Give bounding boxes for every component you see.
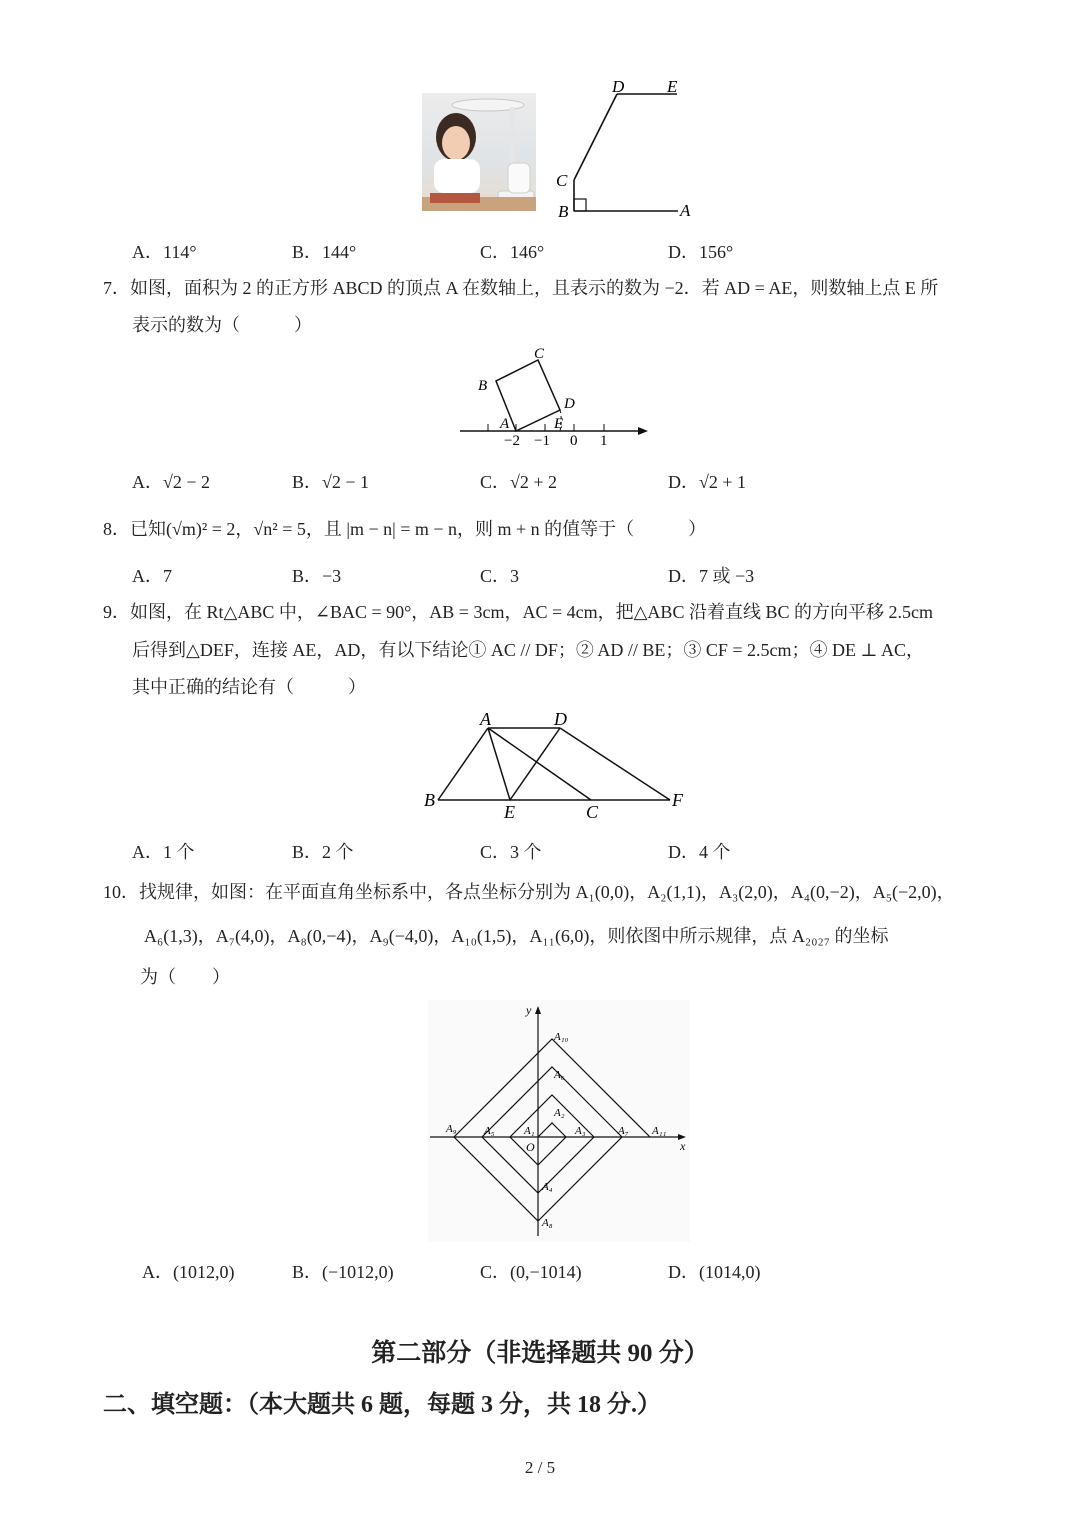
q9-option-b[interactable]: B．2 个 (292, 842, 354, 862)
q6-option-b[interactable]: B．144° (292, 242, 357, 262)
q10-label-a6: A₆ (554, 1069, 565, 1081)
q9-label-D: D (554, 709, 567, 729)
q9-option-c[interactable]: C．3 个 (480, 842, 542, 862)
q9-translation-figure (424, 708, 688, 824)
q10-stem-line3: 为（ ） (140, 967, 230, 987)
q10-option-d[interactable]: D．(1014,0) (668, 1262, 761, 1282)
q10-label-a5: A₅ (484, 1125, 495, 1137)
q9-label-C: C (586, 802, 599, 822)
q10-label-a4: A₄ (542, 1181, 553, 1193)
q7-option-d[interactable]: D．√2 + 1 (668, 472, 747, 492)
q7-number-line-figure (458, 344, 653, 454)
q10-axis-x-label: x (680, 1139, 686, 1153)
part2-title: 第二部分（非选择题共 90 分） (371, 1340, 709, 1367)
q7-label-E: E (554, 416, 564, 432)
q8-stem-line1: 8．已知(√m)² = 2，√n² = 5，且 |m − n| = m − n，则 m + n 的值等于（ ） (103, 519, 707, 539)
q10-option-a[interactable]: A．(1012,0) (142, 1262, 235, 1282)
q10-option-c[interactable]: C．(0,−1014) (480, 1262, 582, 1282)
q7-option-a[interactable]: A．√2 − 2 (132, 472, 211, 492)
q7-tick-neg1: −1 (534, 433, 550, 449)
q9-option-a[interactable]: A．1 个 (132, 842, 195, 862)
q10-axis-y-label: y (526, 1003, 532, 1017)
q9-label-B: B (424, 790, 435, 810)
q10-stem-line1: 10．找规律，如图：在平面直角坐标系中，各点坐标分别为 A₁(0,0)，A₂(1,1)，A₃(2,0)，A₄(0,−2)，A₅(−2,0)， (103, 882, 955, 902)
q6-angle-figure (550, 72, 700, 222)
q8-option-d[interactable]: D．7 或 −3 (668, 566, 755, 586)
q7-label-A: A (500, 416, 510, 432)
q7-stem-line2: 表示的数为（ ） (132, 315, 312, 335)
q10-coordinate-pattern-figure (428, 1000, 690, 1242)
q7-label-B: B (478, 378, 488, 394)
q6-option-d[interactable]: D．156° (668, 242, 734, 262)
q9-label-A: A (480, 709, 491, 729)
q9-label-E: E (504, 802, 515, 822)
q6-label-C: C (556, 171, 568, 190)
q10-label-a7: A₇ (618, 1125, 629, 1137)
q6-option-a[interactable]: A．114° (132, 242, 197, 262)
q8-option-c[interactable]: C．3 (480, 566, 520, 586)
q10-label-a1: A₁ (524, 1125, 535, 1137)
q10-label-a11: A₁₁ (652, 1125, 667, 1137)
q6-label-E: E (667, 77, 678, 96)
q10-label-a2: A₂ (554, 1107, 565, 1119)
q9-stem-line1: 9．如图，在 Rt△ABC 中，∠BAC = 90°，AB = 3cm，AC = 4cm，把△ABC 沿着直线 BC 的方向平移 2.5cm (103, 602, 933, 622)
q10-label-a8: A₈ (542, 1217, 553, 1229)
q10-label-a3: A₃ (575, 1125, 586, 1137)
page-number: 2 / 5 (524, 1458, 556, 1477)
q10-label-a10: A₁₀ (554, 1031, 569, 1043)
q8-option-b[interactable]: B．−3 (292, 566, 342, 586)
q6-option-c[interactable]: C．146° (480, 242, 545, 262)
q7-label-D: D (564, 396, 575, 412)
q6-label-D: D (612, 77, 625, 96)
q10-origin-label: O (526, 1140, 535, 1154)
section2-title: 二、填空题：（本大题共 6 题，每题 3 分，共 18 分.） (103, 1392, 661, 1418)
q7-option-c[interactable]: C．√2 + 2 (480, 472, 558, 492)
q7-label-C: C (534, 346, 545, 362)
q7-stem-line1: 7．如图，面积为 2 的正方形 ABCD 的顶点 A 在数轴上，且表示的数为 −2．若 AD = AE，则数轴上点 E 所 (103, 278, 939, 298)
desk-lamp-photo (422, 93, 536, 211)
q7-tick-neg2: −2 (504, 433, 520, 449)
q7-tick-1: 1 (600, 433, 608, 449)
q7-tick-0: 0 (570, 433, 578, 449)
q10-label-a9: A₉ (446, 1123, 457, 1135)
girl-with-lamp-picture (422, 93, 536, 211)
q10-option-b[interactable]: B．(−1012,0) (292, 1262, 394, 1282)
q6-label-B: B (558, 202, 569, 221)
q8-option-a[interactable]: A．7 (132, 566, 172, 586)
q9-option-d[interactable]: D．4 个 (668, 842, 731, 862)
q9-label-F: F (672, 790, 683, 810)
q6-label-A: A (680, 201, 691, 220)
q9-stem-line3: 其中正确的结论有（ ） (132, 677, 366, 697)
q7-option-b[interactable]: B．√2 − 1 (292, 472, 370, 492)
q9-stem-line2: 后得到△DEF，连接 AE，AD，有以下结论① AC // DF；② AD // BE；③ CF = 2.5cm；④ DE ⊥ AC， (132, 640, 924, 660)
q10-stem-line2: A₆(1,3)，A₇(4,0)，A₈(0,−4)，A₉(−4,0)，A₁₀(1,5)，A₁₁(6,0)，则依图中所示规律，点 A₂₀₂₇ 的坐标 (144, 926, 889, 946)
